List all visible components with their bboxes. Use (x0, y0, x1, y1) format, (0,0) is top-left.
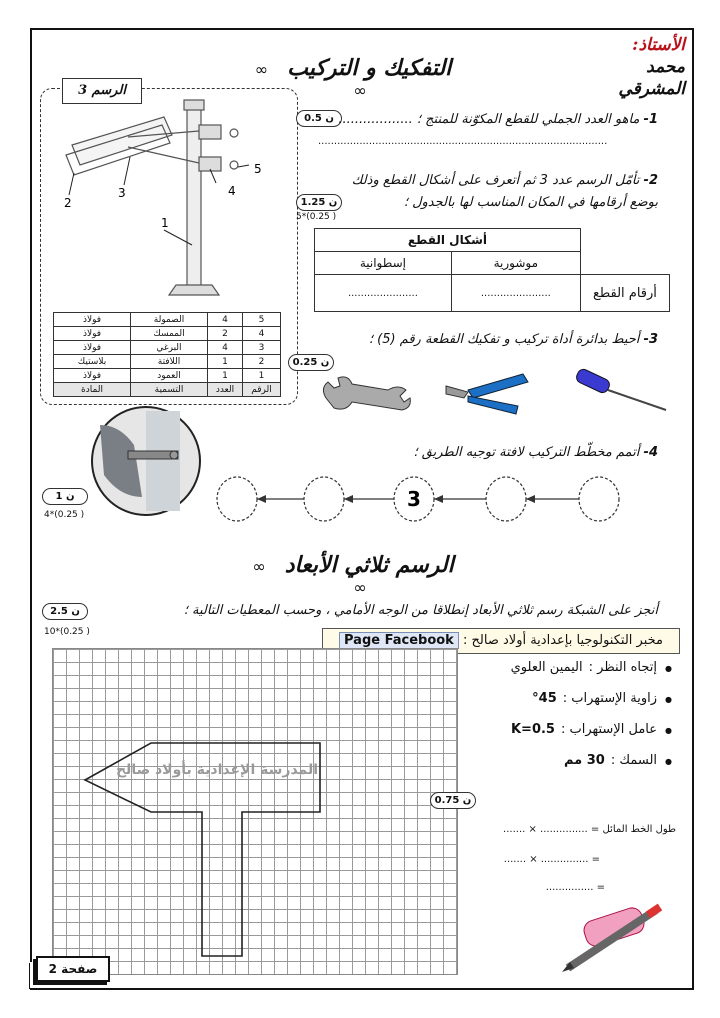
parts-table-cell: 2 (243, 355, 281, 369)
parts-table-header-cell: المادة (54, 383, 131, 397)
lab-name: مخبر التكنولوجيا بإعدادية أولاد صالح (471, 633, 663, 648)
parts-table-header-row (54, 383, 281, 397)
callout-5: 5 (254, 162, 262, 176)
callout-3: 3 (118, 186, 126, 200)
parts-table-row (54, 327, 281, 341)
tools-row (318, 368, 670, 418)
parts-table-cell: 4 (208, 313, 243, 327)
figure-label: الرسم 3 (62, 78, 142, 104)
nut-upper (230, 129, 238, 137)
q2-line1: تأمّل الرسم عدد 3 ثم أتعرف على أشكال القطع وذلك (351, 173, 640, 188)
q1-number: 1- (643, 112, 658, 127)
parts-table-row (54, 369, 281, 383)
shapes-row-label: أرقام القطع (580, 275, 669, 312)
q1-points: 0.5 ن (296, 110, 342, 127)
page-number: صفحة 2 (36, 956, 110, 982)
section1-title: التفكيك و التركيب (287, 55, 452, 81)
q1-text (340, 112, 658, 127)
q1-answer-line[interactable]: ........................................................................................... (318, 136, 608, 147)
callout-4: 4 (228, 184, 236, 198)
q2-text (300, 170, 658, 214)
ornament-right-icon: ∞ (353, 81, 367, 100)
signpost-assembly-drawing (44, 95, 294, 310)
lab-separator: : (462, 633, 468, 648)
q4-number: 4- (643, 445, 658, 460)
callout-1: 1 (161, 216, 169, 230)
front-face-shape (52, 648, 456, 973)
parts-table-cell: الممسك (131, 327, 208, 341)
drawing-specs (462, 660, 672, 784)
shapes-col-prismatic: موشورية (451, 252, 580, 275)
spec-label: زاوية الإستهراب : (562, 691, 658, 706)
ornament-left-icon: ∞ (254, 60, 269, 79)
pole-cap (184, 100, 204, 110)
parts-table-cell: 5 (243, 313, 281, 327)
q1-question: ماهو العدد الجملي للقطع المكوّنة للمنتج ؛ (416, 112, 640, 127)
spec-item (462, 753, 672, 784)
parts-table-cell: 1 (208, 355, 243, 369)
shapes-answer-prismatic[interactable]: ...................... (451, 275, 580, 312)
q2-points: 1.25 ن (296, 194, 342, 211)
facebook-page-link[interactable]: Page Facebook (339, 632, 459, 649)
shapes-answer-cylindrical[interactable]: ...................... (315, 275, 452, 312)
slant-label: طول الخط المائل (602, 824, 676, 835)
sign-plate (72, 117, 172, 165)
clamp-upper (199, 125, 221, 139)
wrench-icon[interactable] (323, 377, 410, 410)
spec-label: إتجاه النظر : (588, 660, 658, 675)
slant-points: 0.75 ن (430, 792, 476, 809)
q5-detail: 10*(0.25 ) (44, 627, 90, 637)
q2-number: 2- (643, 173, 658, 188)
shapes-header: أشكال القطع (315, 229, 581, 252)
q5-text: أنجز على الشبكة رسم ثلاثي الأبعاد إنطلاقا من الوجه الأمامي ، وحسب المعطيات التالية ؛ (183, 603, 658, 618)
q4-question: أتمم مخطّط التركيب لافتة توجيه الطريق ؛ (413, 445, 640, 460)
assembly-known-step: 3 (407, 487, 421, 511)
parts-table-cell: اللافتة (131, 355, 208, 369)
parts-table-cell: فولاذ (54, 341, 131, 355)
assembly-step-2[interactable] (486, 477, 526, 521)
q3-question: أحيط بدائرة أداة تركيب و تفكيك القطعة رقم (5) ؛ (368, 332, 640, 347)
assembly-step-6[interactable] (217, 477, 257, 521)
q5-points: 2.5 ن (42, 603, 88, 620)
parts-table-header-cell: الرقم (243, 383, 281, 397)
spec-item (462, 691, 672, 722)
q2-detail: 5*(0.25 ) (296, 212, 337, 222)
nut-lower (230, 161, 238, 169)
parts-table-cell: 1 (208, 369, 243, 383)
parts-table-cell: 1 (243, 369, 281, 383)
teacher-label: الأستاذ: (632, 35, 685, 55)
spec-value: 30 مم (563, 753, 605, 768)
section2-title: الرسم ثلاثي الأبعاد (284, 552, 454, 578)
bullet-icon: ● (665, 664, 672, 673)
parts-table-cell: 3 (243, 341, 281, 355)
pencil-eraser-icon (560, 902, 670, 972)
assembly-chart (214, 474, 624, 524)
teacher-block (585, 34, 685, 100)
q1-dots: .................. (338, 112, 413, 127)
pliers-icon[interactable] (446, 374, 528, 414)
assembly-step-5[interactable] (304, 477, 344, 521)
q4-points: 1 ن (42, 488, 88, 505)
spec-item (462, 660, 672, 691)
shapes-col-cylindrical: إسطوانية (315, 252, 452, 275)
bullet-icon: ● (665, 695, 672, 704)
parts-table-cell: بلاستيك (54, 355, 131, 369)
parts-table-cell: 2 (208, 327, 243, 341)
slant-calc-line2[interactable]: = ............... × ....... (503, 854, 600, 865)
ornament-right-icon: ∞ (353, 578, 367, 597)
parts-table-row (54, 313, 281, 327)
teacher-name: محمد المشرقي (618, 57, 685, 99)
q4-text (362, 445, 658, 460)
slant-calc-1 (440, 824, 676, 835)
parts-table-cell: البرغي (131, 341, 208, 355)
q2-line2: بوضع أرقامها في المكان المناسب لها بالجدول ؛ (403, 195, 658, 210)
q3-text (330, 332, 658, 347)
sign-text: المدرسة الإعدادية بأولاد صالح (115, 762, 318, 778)
q3-number: 3- (643, 332, 658, 347)
parts-table-cell: فولاذ (54, 369, 131, 383)
clamp-photo-inset (90, 405, 202, 517)
bullet-icon: ● (665, 726, 672, 735)
parts-table-cell: فولاذ (54, 313, 131, 327)
spec-value: 45° (532, 691, 557, 706)
spec-label: السمك : (610, 753, 658, 768)
parts-table-cell: 4 (243, 327, 281, 341)
clamp-lower (199, 157, 221, 171)
slant-calc-line1[interactable]: = ............... × ....... (503, 824, 600, 835)
spec-value: اليمين العلوي (510, 660, 583, 675)
bullet-icon: ● (665, 757, 672, 766)
ornament-left-icon: ∞ (252, 557, 266, 576)
parts-table-cell: فولاذ (54, 327, 131, 341)
shapes-table (314, 228, 670, 312)
parts-table-header-cell: التسمية (131, 383, 208, 397)
assembly-step-1[interactable] (579, 477, 619, 521)
spec-item (462, 722, 672, 753)
q4-detail: 4*(0.25 ) (44, 510, 85, 520)
parts-table-row (54, 341, 281, 355)
section2-title-block (250, 552, 470, 597)
parts-table-cell: الصمولة (131, 313, 208, 327)
parts-table-row (54, 355, 281, 369)
parts-table (53, 312, 281, 397)
screwdriver-icon[interactable] (575, 368, 666, 410)
q3-points: 0.25 ن (288, 354, 334, 371)
parts-table-cell: 4 (208, 341, 243, 355)
callout-2: 2 (64, 196, 72, 210)
pole-base (169, 285, 219, 295)
slant-calc-line3[interactable]: = ............... (545, 882, 605, 893)
spec-value: K=0.5 (510, 722, 555, 737)
spec-label: عامل الإستهراب : (560, 722, 658, 737)
parts-table-cell: العمود (131, 369, 208, 383)
parts-table-header-cell: العدد (208, 383, 243, 397)
